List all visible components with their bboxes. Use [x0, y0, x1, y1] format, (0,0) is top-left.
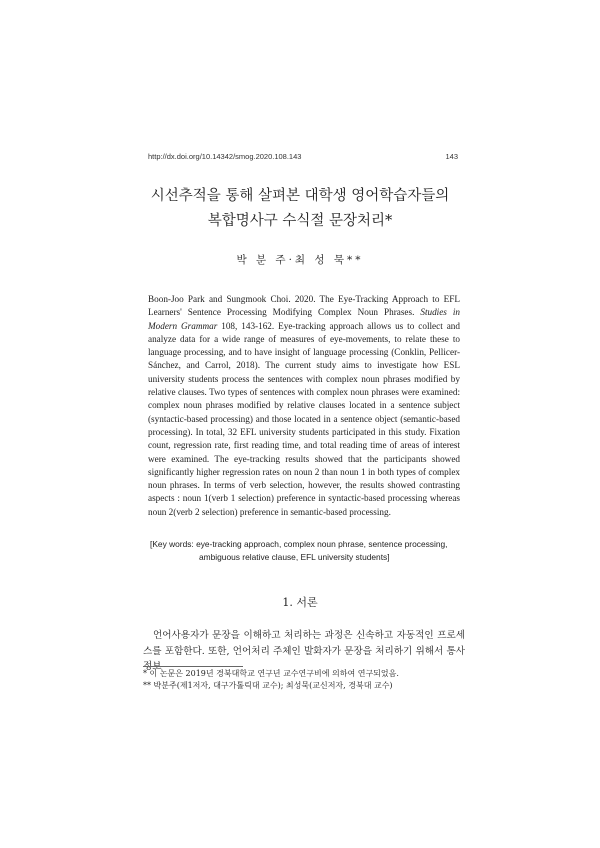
- footnote-1: * 이 논문은 2019년 경북대학교 연구년 교수연구비에 의하여 연구되었음.: [143, 669, 399, 678]
- doi-link[interactable]: http://dx.doi.org/10.14342/smog.2020.108.143: [148, 152, 302, 161]
- running-header: [148, 152, 458, 161]
- paper-title: [100, 184, 500, 234]
- keywords-line-1: [Key words: eye-tracking approach, complex noun phrase, sentence processing,: [150, 539, 448, 549]
- title-line-1: 시선추적을 통해 살펴본 대학생 영어학습자들의: [150, 188, 450, 204]
- keywords: [150, 538, 456, 563]
- section-heading: 1. 서론: [282, 596, 318, 609]
- abstract: [148, 293, 460, 519]
- page-number: 143: [445, 152, 458, 161]
- footnote-2: ** 박분주(제1저자, 대구가톨릭대 교수); 최성묵(교신저자, 경북대 교수): [143, 681, 393, 690]
- title-line-2: 복합명사구 수식절 문장처리*: [207, 213, 393, 229]
- abstract-body: 108, 143-162. Eye-tracking approach allows us to collect and analyze data for a wide range of measures of eye-movements, to relate these to language processing, and to have insight of language processing (Conklin, Pellicer-Sánchez, and Carrol, 2018). The current study aims to investigate how ESL university students process the sentences with complex noun phrases modified by relative clauses. Two types of sentences with complex noun phrases were examined: complex noun phrases modified by relative clauses located in a sentence subject (syntactic-based processing) and those located in a sentence object (semantic-based processing). In total, 32 EFL university students participated in this study. Fixation count, regression rate, first reading time, and total reading time of areas of interest were examined. The eye-tracking results showed that the participants showed significantly higher regression rates on noun 2 than noun 1 in both types of complex noun phrases. In terms of verb selection, however, the results showed contrasting aspects : noun 1(verb 1 selection) preference in syntactic-based processing whereas noun 2(verb 2 selection) preference in semantic-based processing.: [148, 320, 460, 517]
- author-names: 박 분 주·최 성 묵**: [236, 254, 364, 266]
- journal-name: Studies in Modern Grammar: [148, 307, 461, 331]
- keywords-line-2: ambiguous relative clause, EFL university students]: [199, 551, 390, 562]
- abstract-citation: Boon-Joo Park and Sungmook Choi. 2020. The Eye-Tracking Approach to EFL Learners' Sentence Processing Modifying Complex Noun Phrases.: [148, 294, 460, 318]
- footnotes: [143, 668, 465, 692]
- body-paragraph: 언어사용자가 문장을 이해하고 처리하는 과정은 신속하고 자동적인 프로세스를 포함한다. 또한, 언어처리 주체인 발화자가 문장을 처리하기 위해서 통사정보: [143, 630, 465, 672]
- footnote-divider: [143, 666, 243, 667]
